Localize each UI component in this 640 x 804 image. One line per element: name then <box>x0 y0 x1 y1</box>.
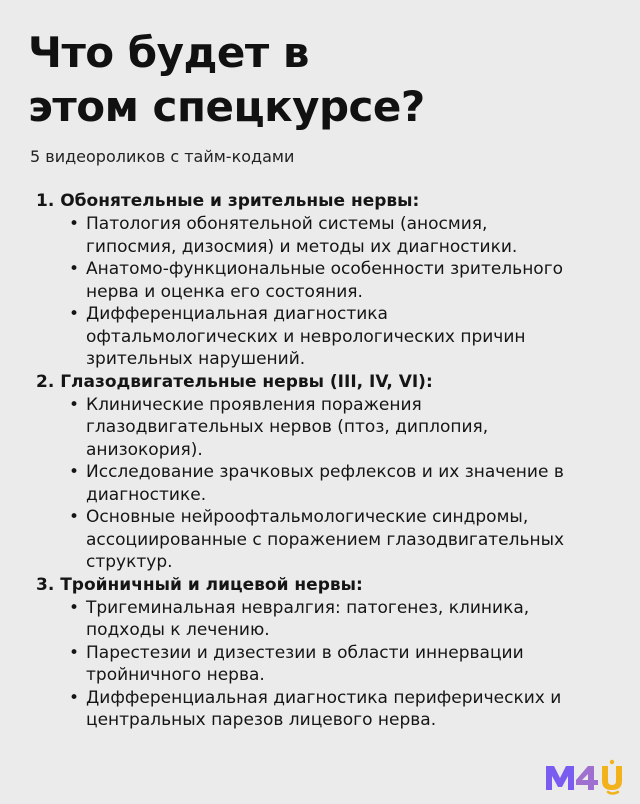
bullet-icon: • <box>69 259 80 279</box>
list-item <box>69 506 616 574</box>
item-line: Основные нейроофтальмологические синдромы, <box>86 507 529 527</box>
item-line: гипосмия, дизосмия) и методы их диагностики. <box>86 236 518 257</box>
bullet-icon: • <box>69 462 80 482</box>
list-item <box>69 597 616 642</box>
bullet-icon: • <box>69 394 80 415</box>
bullet-icon: • <box>69 687 80 708</box>
bullet-icon: • <box>69 597 80 618</box>
item-line: Анатомо-функциональные особенности зрительного <box>86 259 564 279</box>
item-line: Парестезии и дизестезии в области иннервации <box>86 642 524 663</box>
item-line: диагностике. <box>86 484 207 505</box>
item-line: глазодвигательных нервов (птоз, диплопия, <box>86 417 489 437</box>
list-item <box>69 303 616 371</box>
list-item <box>69 213 616 258</box>
item-line: Дифференциальная диагностика <box>86 304 388 324</box>
list-item <box>69 394 616 462</box>
section-1 <box>36 190 616 371</box>
section-heading: 3. Тройничный и лицевой нервы: <box>36 574 363 595</box>
section-items <box>36 394 616 574</box>
title-line-2: этом спецкурсе? <box>28 82 425 131</box>
item-line: центральных парезов лицевого нерва. <box>86 710 437 730</box>
item-line: Тригеминальная невралгия: патогенез, клиника, <box>86 597 530 618</box>
section-heading: 1. Обонятельные и зрительные нервы: <box>36 191 420 211</box>
list-item <box>69 461 616 506</box>
course-outline <box>36 190 616 732</box>
item-line: нерва и оценка его состояния. <box>86 281 363 302</box>
item-line: подходы к лечению. <box>86 620 270 640</box>
section-items <box>36 597 616 732</box>
m4u-logo-icon <box>542 756 632 796</box>
item-line: ассоциированные с поражением глазодвигательных <box>86 529 565 550</box>
bullet-icon: • <box>69 642 80 663</box>
bullet-icon: • <box>69 214 80 234</box>
title-line-1: Что будет в <box>28 28 309 77</box>
item-line: Исследование зрачковых рефлексов и их значение в <box>86 462 564 482</box>
item-line: Дифференциальная диагностика периферических и <box>86 687 562 708</box>
bullet-icon: • <box>69 304 80 324</box>
subtitle: 5 видеороликов с тайм-кодами <box>30 147 295 166</box>
item-line: офтальмологических и неврологических причин <box>86 326 526 347</box>
bullet-icon: • <box>69 507 80 527</box>
item-line: Патология обонятельной системы (аносмия, <box>86 214 488 234</box>
section-2 <box>36 371 616 574</box>
section-heading: 2. Глазодвигательные нервы (III, IV, VI): <box>36 371 433 392</box>
list-item <box>69 258 616 303</box>
list-item <box>69 642 616 687</box>
item-line: Клинические проявления поражения <box>86 394 422 415</box>
section-items <box>36 213 616 371</box>
item-line: структур. <box>86 552 173 572</box>
item-line: тройничного нерва. <box>86 665 265 685</box>
list-item <box>69 687 616 732</box>
section-3 <box>36 574 616 732</box>
item-line: анизокория). <box>86 439 203 460</box>
item-line: зрительных нарушений. <box>86 349 306 369</box>
page-title <box>28 26 425 134</box>
